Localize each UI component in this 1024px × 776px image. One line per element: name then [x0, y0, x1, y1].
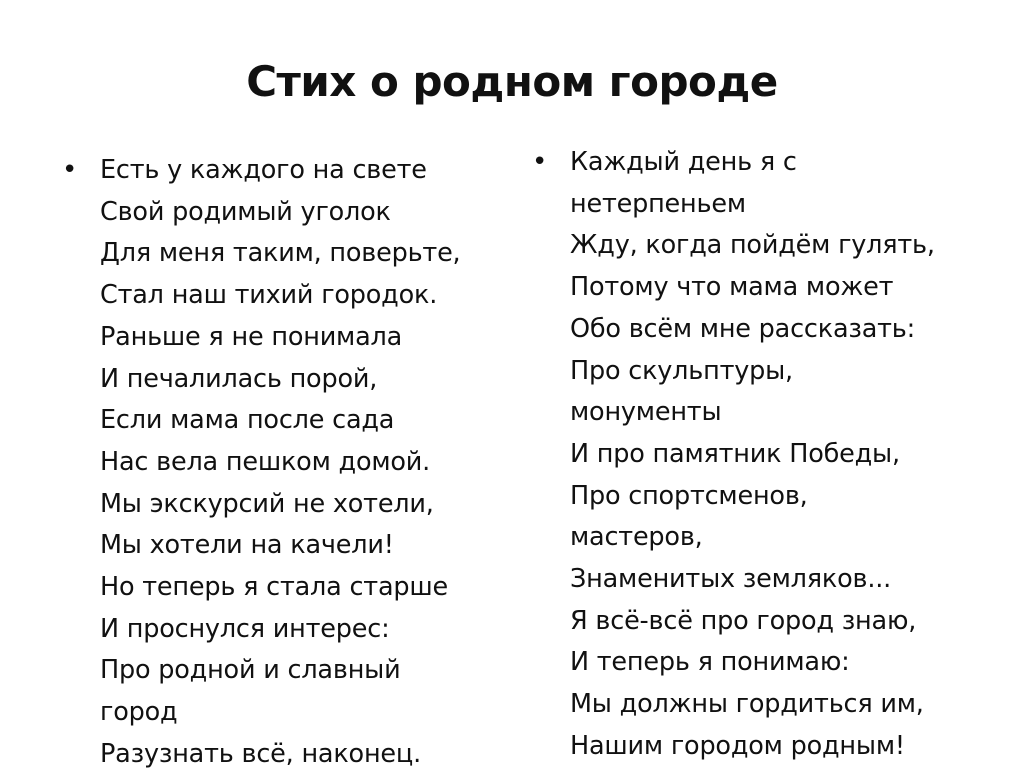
poem-line: Свой родимый уголок: [100, 196, 391, 227]
poem-line: И про памятник Победы,: [570, 438, 900, 469]
poem-line: Про спортсменов,: [570, 480, 808, 511]
bullet-icon: •: [62, 155, 78, 185]
bullet-icon: •: [532, 147, 548, 177]
poem-line: Мы должны гордиться им,: [570, 689, 924, 720]
poem-line: Про скульптуры,: [570, 355, 793, 386]
poem-line: И теперь я понимаю:: [570, 647, 850, 678]
left-poem-lines: [100, 150, 460, 776]
poem-line: Мы хотели на качели!: [100, 530, 394, 561]
poem-line: Нас вела пешком домой.: [100, 446, 431, 477]
poem-line: И печалилась порой,: [100, 363, 378, 394]
right-poem-lines: [570, 142, 935, 768]
slide-title: Стих о родном городе: [246, 57, 778, 107]
poem-line: нетерпеньем: [570, 188, 746, 219]
poem-line: город: [100, 697, 178, 728]
poem-line: Про родной и славный: [100, 655, 401, 686]
poem-line: Потому что мама может: [570, 272, 894, 303]
poem-line: Нашим городом родным!: [570, 730, 905, 761]
poem-line: Разузнать всё, наконец.: [100, 738, 421, 769]
poem-line: Есть у каждого на свете: [100, 155, 427, 185]
poem-line: монументы: [570, 397, 722, 428]
poem-line: Раньше я не понимала: [100, 321, 403, 352]
poem-line: Для меня таким, поверьте,: [100, 238, 461, 269]
poem-line: И проснулся интерес:: [100, 613, 390, 644]
poem-line: Но теперь я стала старше: [100, 572, 448, 603]
poem-line: Если мама после сада: [100, 405, 395, 436]
poem-line: мастеров,: [570, 522, 703, 553]
poem-line: Я всё-всё про город знаю,: [570, 605, 917, 636]
poem-line: Каждый день я с: [570, 147, 797, 177]
poem-line: Знаменитых земляков...: [570, 564, 892, 595]
poem-line: Мы экскурсий не хотели,: [100, 488, 434, 519]
poem-line: Жду, когда пойдём гулять,: [570, 230, 935, 261]
poem-line: Обо всём мне рассказать:: [570, 313, 916, 344]
poem-line: Стал наш тихий городок.: [100, 280, 438, 311]
